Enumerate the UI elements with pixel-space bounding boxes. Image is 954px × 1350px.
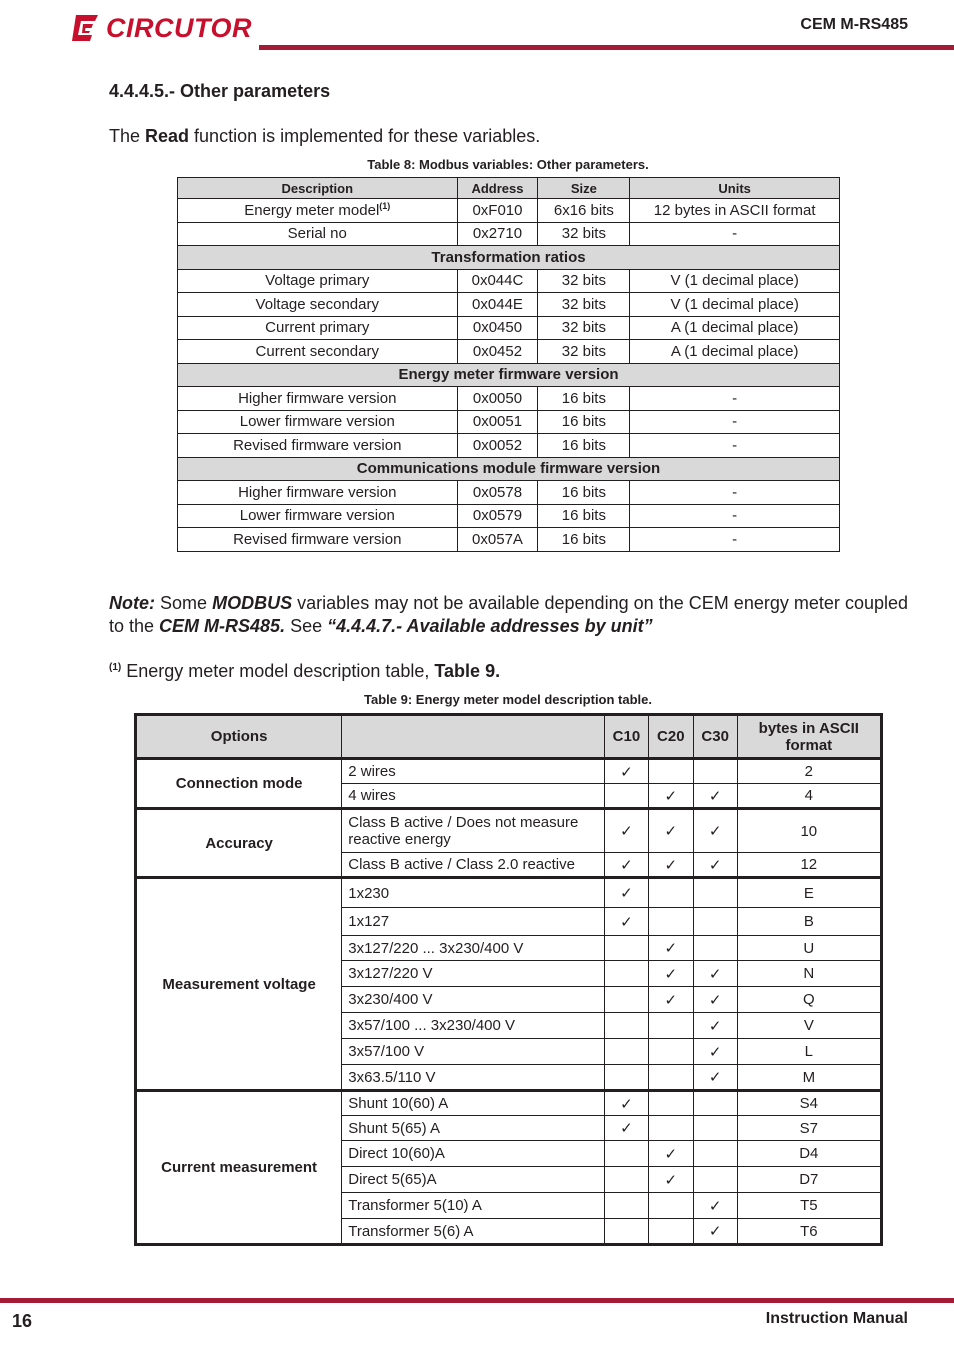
table-row xyxy=(178,434,840,458)
table-section-row xyxy=(178,457,840,481)
table-cell: 6x16 bits xyxy=(538,199,630,223)
circutor-logo xyxy=(70,10,253,48)
table-cell: - xyxy=(630,434,840,458)
c30-check-icon: ✓ xyxy=(693,961,737,987)
ascii-code: T5 xyxy=(737,1193,881,1219)
table-row xyxy=(178,504,840,528)
option-name: Accuracy xyxy=(136,809,342,878)
note-text: Some xyxy=(155,593,213,613)
table-cell: 32 bits xyxy=(538,222,630,246)
table-cell: Current primary xyxy=(178,316,458,340)
note-modbus: MODBUS xyxy=(212,593,293,613)
c30-check-icon: ✓ xyxy=(693,1065,737,1091)
c20-check-icon: ✓ xyxy=(648,853,693,878)
table-cell xyxy=(178,199,458,223)
option-description: Direct 5(65)A xyxy=(342,1167,605,1193)
table-row xyxy=(178,199,840,223)
c10-check-icon xyxy=(604,1013,648,1039)
table-cell: 0x0051 xyxy=(457,410,538,434)
c10-check-icon xyxy=(604,784,648,809)
table-cell: Lower firmware version xyxy=(178,410,458,434)
c20-check-icon: ✓ xyxy=(648,784,693,809)
table-cell: A (1 decimal place) xyxy=(630,316,840,340)
brand-name: CIRCUTOR xyxy=(106,13,253,43)
column-header: Address xyxy=(457,178,538,199)
ascii-code: U xyxy=(737,936,881,961)
ascii-code: S7 xyxy=(737,1116,881,1141)
note-device: CEM M-RS485. xyxy=(159,616,286,636)
column-header: bytes in ASCII format xyxy=(737,715,881,759)
table-cell: 0x0050 xyxy=(457,387,538,411)
document-title: CEM M-RS485 xyxy=(800,16,908,33)
ascii-code: E xyxy=(737,878,881,908)
section-heading: Energy meter firmware version xyxy=(178,363,840,387)
ascii-code: B xyxy=(737,908,881,936)
table9-caption: Table 9: Energy meter model description table. xyxy=(364,692,652,707)
table-cell: 0x0579 xyxy=(457,504,538,528)
table-row xyxy=(136,1091,882,1116)
intro-bold: Read xyxy=(145,126,190,146)
table-cell: 0x0578 xyxy=(457,481,538,505)
c20-check-icon: ✓ xyxy=(648,961,693,987)
table-row xyxy=(178,410,840,434)
c10-check-icon xyxy=(604,1219,648,1245)
table-section-row xyxy=(178,246,840,270)
column-header: C30 xyxy=(693,715,737,759)
column-header: Units xyxy=(630,178,840,199)
table-cell: 0x057A xyxy=(457,528,538,552)
option-description: Shunt 10(60) A xyxy=(342,1091,605,1116)
note-reference: “4.4.4.7.- Available addresses by unit” xyxy=(327,616,653,636)
ascii-code: 10 xyxy=(737,809,881,853)
option-description: 2 wires xyxy=(342,759,605,784)
footnote xyxy=(109,661,500,682)
note-label: Note: xyxy=(109,593,155,613)
c20-check-icon xyxy=(648,1039,693,1065)
table-row xyxy=(178,528,840,552)
option-group xyxy=(136,809,882,878)
c10-check-icon: ✓ xyxy=(604,908,648,936)
option-description: 3x63.5/110 V xyxy=(342,1065,605,1091)
c10-check-icon: ✓ xyxy=(604,878,648,908)
table-cell: - xyxy=(630,504,840,528)
table-cell: Higher firmware version xyxy=(178,481,458,505)
column-header: Description xyxy=(178,178,458,199)
header-rule xyxy=(259,45,954,50)
table-row xyxy=(136,759,882,784)
c20-check-icon xyxy=(648,1013,693,1039)
c20-check-icon: ✓ xyxy=(648,809,693,853)
c30-check-icon: ✓ xyxy=(693,987,737,1013)
ascii-code: 12 xyxy=(737,853,881,878)
ascii-code: V xyxy=(737,1013,881,1039)
table-cell: Current secondary xyxy=(178,340,458,364)
table-row xyxy=(178,222,840,246)
ascii-code: N xyxy=(737,961,881,987)
c30-check-icon xyxy=(693,908,737,936)
table-cell: 0xF010 xyxy=(457,199,538,223)
option-name: Measurement voltage xyxy=(136,878,342,1091)
option-description: 4 wires xyxy=(342,784,605,809)
option-name: Connection mode xyxy=(136,759,342,809)
c30-check-icon: ✓ xyxy=(693,1193,737,1219)
c10-check-icon xyxy=(604,1141,648,1167)
table-row xyxy=(136,878,882,908)
table-cell: Revised firmware version xyxy=(178,434,458,458)
option-description: Transformer 5(10) A xyxy=(342,1193,605,1219)
table-cell: 32 bits xyxy=(538,340,630,364)
c20-check-icon: ✓ xyxy=(648,1167,693,1193)
option-description: 3x127/220 ... 3x230/400 V xyxy=(342,936,605,961)
intro-text: The xyxy=(109,126,146,146)
section-title: 4.4.4.5.- Other parameters xyxy=(109,81,331,101)
c10-check-icon: ✓ xyxy=(604,853,648,878)
table-row xyxy=(178,340,840,364)
modbus-other-parameters-table xyxy=(177,177,840,552)
table-cell: Lower firmware version xyxy=(178,504,458,528)
c10-check-icon xyxy=(604,1039,648,1065)
column-header: C20 xyxy=(648,715,693,759)
ascii-code: 4 xyxy=(737,784,881,809)
table-cell: 16 bits xyxy=(538,528,630,552)
c10-check-icon xyxy=(604,1167,648,1193)
option-group xyxy=(136,878,882,1091)
table-cell: 32 bits xyxy=(538,316,630,340)
c20-check-icon xyxy=(648,1091,693,1116)
table-cell: 0x2710 xyxy=(457,222,538,246)
footnote-marker: (1) xyxy=(109,662,122,673)
c10-check-icon: ✓ xyxy=(604,759,648,784)
option-name: Current measurement xyxy=(136,1091,342,1245)
table-cell: - xyxy=(630,387,840,411)
ascii-code: D7 xyxy=(737,1167,881,1193)
c30-check-icon xyxy=(693,1141,737,1167)
option-group xyxy=(136,1091,882,1245)
ascii-code: L xyxy=(737,1039,881,1065)
c20-check-icon: ✓ xyxy=(648,1141,693,1167)
c10-check-icon xyxy=(604,936,648,961)
table-cell: - xyxy=(630,410,840,434)
table-cell: V (1 decimal place) xyxy=(630,293,840,317)
table-header-row xyxy=(178,178,840,199)
option-description: 3x57/100 V xyxy=(342,1039,605,1065)
column-header xyxy=(342,715,605,759)
option-description: Shunt 5(65) A xyxy=(342,1116,605,1141)
column-header: C10 xyxy=(604,715,648,759)
table-cell: Revised firmware version xyxy=(178,528,458,552)
table-cell: 12 bytes in ASCII format xyxy=(630,199,840,223)
intro-text-end: function is implemented for these variables. xyxy=(189,126,541,146)
table-cell: 16 bits xyxy=(538,434,630,458)
table-cell: Voltage secondary xyxy=(178,293,458,317)
table-row xyxy=(178,481,840,505)
cell-text: Energy meter model xyxy=(244,202,380,220)
c20-check-icon xyxy=(648,878,693,908)
manual-title: Instruction Manual xyxy=(765,1310,908,1327)
c30-check-icon xyxy=(693,878,737,908)
table-section-row xyxy=(178,363,840,387)
table-cell: 32 bits xyxy=(538,293,630,317)
table-header-row xyxy=(136,715,882,759)
table-cell: 16 bits xyxy=(538,481,630,505)
table-cell: 32 bits xyxy=(538,269,630,293)
table-cell: 0x0452 xyxy=(457,340,538,364)
column-header: Size xyxy=(538,178,630,199)
note-text: variables may not be available depending on the CEM energy meter coupled to the xyxy=(109,593,908,636)
c20-check-icon xyxy=(648,1193,693,1219)
c20-check-icon xyxy=(648,1065,693,1091)
c30-check-icon xyxy=(693,1091,737,1116)
table-cell: 16 bits xyxy=(538,504,630,528)
footnote-marker: (1) xyxy=(379,201,391,212)
c30-check-icon: ✓ xyxy=(693,1219,737,1245)
option-description: 1x230 xyxy=(342,878,605,908)
ascii-code: M xyxy=(737,1065,881,1091)
c30-check-icon xyxy=(693,1167,737,1193)
ascii-code: S4 xyxy=(737,1091,881,1116)
table-cell: 16 bits xyxy=(538,387,630,411)
table-cell: 0x0052 xyxy=(457,434,538,458)
table-cell: 16 bits xyxy=(538,410,630,434)
note-text: See xyxy=(285,616,328,636)
table-row xyxy=(178,316,840,340)
c30-check-icon: ✓ xyxy=(693,853,737,878)
c10-check-icon: ✓ xyxy=(604,809,648,853)
c10-check-icon xyxy=(604,1065,648,1091)
c10-check-icon: ✓ xyxy=(604,1091,648,1116)
c10-check-icon xyxy=(604,987,648,1013)
ascii-code: 2 xyxy=(737,759,881,784)
c30-check-icon: ✓ xyxy=(693,1013,737,1039)
table-cell: Higher firmware version xyxy=(178,387,458,411)
option-description: Class B active / Class 2.0 reactive xyxy=(342,853,605,878)
table8-caption: Table 8: Modbus variables: Other parameters. xyxy=(367,157,649,172)
table-row xyxy=(178,387,840,411)
c20-check-icon xyxy=(648,1219,693,1245)
option-description: 3x230/400 V xyxy=(342,987,605,1013)
table-cell: Serial no xyxy=(178,222,458,246)
c10-check-icon xyxy=(604,1193,648,1219)
intro-paragraph xyxy=(109,126,540,147)
footer-rule xyxy=(0,1298,954,1303)
table-cell: - xyxy=(630,222,840,246)
section-heading: Communications module firmware version xyxy=(178,457,840,481)
table-row xyxy=(178,293,840,317)
option-group xyxy=(136,759,882,809)
c20-check-icon xyxy=(648,908,693,936)
ascii-code: D4 xyxy=(737,1141,881,1167)
ascii-code: Q xyxy=(737,987,881,1013)
option-description: 1x127 xyxy=(342,908,605,936)
c10-check-icon xyxy=(604,961,648,987)
c30-check-icon: ✓ xyxy=(693,809,737,853)
ascii-code: T6 xyxy=(737,1219,881,1245)
c30-check-icon xyxy=(693,759,737,784)
column-header: Options xyxy=(136,715,342,759)
note-paragraph xyxy=(109,592,908,638)
table-cell: 0x044C xyxy=(457,269,538,293)
option-description: 3x127/220 V xyxy=(342,961,605,987)
option-description: 3x57/100 ... 3x230/400 V xyxy=(342,1013,605,1039)
c20-check-icon xyxy=(648,1116,693,1141)
table-cell: Voltage primary xyxy=(178,269,458,293)
c30-check-icon: ✓ xyxy=(693,784,737,809)
c30-check-icon xyxy=(693,1116,737,1141)
footnote-table-ref: Table 9. xyxy=(434,661,501,681)
table-cell: - xyxy=(630,528,840,552)
table-row xyxy=(178,269,840,293)
c10-check-icon: ✓ xyxy=(604,1116,648,1141)
table-cell: 0x044E xyxy=(457,293,538,317)
table-cell: V (1 decimal place) xyxy=(630,269,840,293)
c20-check-icon: ✓ xyxy=(648,936,693,961)
section-heading: Transformation ratios xyxy=(178,246,840,270)
c30-check-icon: ✓ xyxy=(693,1039,737,1065)
table-cell: 0x0450 xyxy=(457,316,538,340)
circutor-logo-icon xyxy=(70,12,102,44)
option-description: Class B active / Does not measure reactive energy xyxy=(342,809,605,853)
c20-check-icon: ✓ xyxy=(648,987,693,1013)
energy-meter-model-table xyxy=(134,713,883,1246)
table-cell: A (1 decimal place) xyxy=(630,340,840,364)
c20-check-icon xyxy=(648,759,693,784)
c30-check-icon xyxy=(693,936,737,961)
page-number: 16 xyxy=(12,1311,33,1331)
table-cell: - xyxy=(630,481,840,505)
option-description: Direct 10(60)A xyxy=(342,1141,605,1167)
option-description: Transformer 5(6) A xyxy=(342,1219,605,1245)
footnote-text: Energy meter model description table, xyxy=(121,661,435,681)
table-row xyxy=(136,809,882,853)
